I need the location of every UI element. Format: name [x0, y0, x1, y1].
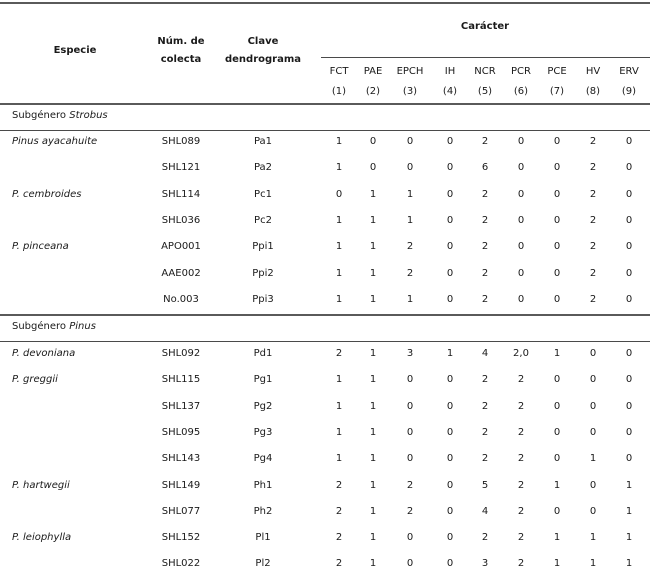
pinus-rule — [0, 341, 650, 342]
char-value-pcr: 0 — [517, 294, 525, 305]
char-value-pcr: 2 — [517, 401, 525, 412]
char-number: (8) — [585, 86, 601, 97]
header-char-pcr — [511, 62, 531, 102]
char-abbr: PCR — [511, 66, 531, 77]
char-value-pcr: 0 — [517, 241, 525, 252]
char-value-hv: 2 — [589, 162, 597, 173]
char-value-epch: 1 — [406, 294, 414, 305]
char-value-pce: 1 — [553, 532, 561, 543]
dendrogram-key: Ppi1 — [252, 241, 274, 252]
char-value-epch: 0 — [406, 427, 414, 438]
dendrogram-key: Pd1 — [253, 348, 273, 359]
char-value-pce: 0 — [553, 506, 561, 517]
char-value-pce: 0 — [553, 162, 561, 173]
char-value-hv: 0 — [589, 480, 597, 491]
char-value-fct: 1 — [335, 294, 343, 305]
char-value-ncr: 2 — [481, 427, 489, 438]
char-value-pae: 1 — [369, 532, 377, 543]
dendrogram-key: Ph1 — [253, 480, 273, 491]
char-abbr: EPCH — [396, 66, 424, 77]
char-number: (2) — [365, 86, 381, 97]
char-value-pcr: 2,0 — [513, 348, 529, 359]
char-abbr: HV — [585, 66, 601, 77]
strobus-rule — [0, 130, 650, 131]
char-value-pce: 0 — [553, 241, 561, 252]
char-value-erv: 0 — [625, 241, 633, 252]
char-value-epch: 2 — [406, 268, 414, 279]
header-especie: Especie — [53, 45, 97, 56]
char-value-pcr: 2 — [517, 480, 525, 491]
char-value-ih: 0 — [446, 162, 454, 173]
char-value-hv: 1 — [589, 532, 597, 543]
char-value-hv: 0 — [589, 506, 597, 517]
char-value-hv: 0 — [589, 427, 597, 438]
collection-number: SHL036 — [161, 215, 201, 226]
char-value-pce: 0 — [553, 453, 561, 464]
header-bottom-rule — [0, 103, 650, 105]
collection-number: SHL095 — [161, 427, 201, 438]
header-char-fct — [330, 62, 349, 102]
header-char-pae — [364, 62, 383, 102]
char-value-ih: 0 — [446, 480, 454, 491]
dendrogram-key: Pc2 — [254, 215, 272, 226]
char-value-pae: 1 — [369, 427, 377, 438]
char-value-hv: 1 — [589, 453, 597, 464]
char-value-pce: 0 — [553, 136, 561, 147]
char-value-erv: 0 — [625, 162, 633, 173]
collection-number: SHL077 — [161, 506, 201, 517]
char-value-hv: 2 — [589, 215, 597, 226]
char-value-pae: 1 — [369, 348, 377, 359]
collection-number: AAE002 — [161, 268, 201, 279]
char-value-pcr: 2 — [517, 453, 525, 464]
char-value-ih: 0 — [446, 558, 454, 569]
char-value-epch: 1 — [406, 215, 414, 226]
char-number: (3) — [402, 86, 418, 97]
char-value-erv: 0 — [625, 401, 633, 412]
char-value-pae: 1 — [369, 215, 377, 226]
char-value-pce: 0 — [553, 215, 561, 226]
char-value-fct: 1 — [335, 401, 343, 412]
char-value-erv: 0 — [625, 294, 633, 305]
char-value-ncr: 2 — [481, 136, 489, 147]
subgenus-name: Pinus — [69, 321, 96, 332]
header-num-colecta-line1: Núm. de — [157, 36, 205, 47]
char-value-pae: 0 — [369, 136, 377, 147]
char-value-pcr: 2 — [517, 506, 525, 517]
char-value-hv: 0 — [589, 401, 597, 412]
collection-number: SHL149 — [161, 480, 201, 491]
header-clave-line1: Clave — [247, 36, 279, 47]
caracter-underline — [321, 57, 650, 58]
char-abbr: FCT — [329, 66, 349, 77]
char-value-erv: 1 — [625, 532, 633, 543]
dendrogram-key: Pg4 — [253, 453, 273, 464]
char-value-ncr: 2 — [481, 189, 489, 200]
char-value-epch: 0 — [406, 136, 414, 147]
char-value-erv: 0 — [625, 215, 633, 226]
char-number: (6) — [513, 86, 529, 97]
header-char-ncr — [474, 62, 495, 102]
dendrogram-key: Pg2 — [253, 401, 273, 412]
header-char-erv — [619, 62, 639, 102]
char-value-hv: 1 — [589, 558, 597, 569]
header-clave-dendrograma — [225, 33, 301, 69]
char-value-hv: 0 — [589, 374, 597, 385]
collection-number: SHL022 — [161, 558, 201, 569]
char-value-pae: 1 — [369, 506, 377, 517]
section-divider-rule — [0, 314, 650, 316]
char-value-pae: 1 — [369, 453, 377, 464]
char-value-ih: 0 — [446, 215, 454, 226]
char-value-fct: 1 — [335, 162, 343, 173]
char-abbr: ERV — [619, 66, 639, 77]
char-value-ncr: 2 — [481, 294, 489, 305]
char-value-ncr: 3 — [481, 558, 489, 569]
char-value-pae: 1 — [369, 241, 377, 252]
char-number: (4) — [442, 86, 458, 97]
char-value-pce: 0 — [553, 427, 561, 438]
char-value-erv: 0 — [625, 427, 633, 438]
char-value-pae: 1 — [369, 374, 377, 385]
char-value-erv: 1 — [625, 506, 633, 517]
char-value-ncr: 2 — [481, 401, 489, 412]
collection-number: SHL137 — [161, 401, 201, 412]
char-number: (7) — [549, 86, 565, 97]
char-value-hv: 0 — [589, 348, 597, 359]
char-value-ncr: 2 — [481, 374, 489, 385]
char-value-fct: 1 — [335, 241, 343, 252]
char-value-pce: 1 — [553, 348, 561, 359]
char-number: (5) — [477, 86, 493, 97]
char-value-pae: 0 — [369, 162, 377, 173]
char-value-hv: 2 — [589, 189, 597, 200]
char-value-hv: 2 — [589, 268, 597, 279]
subgenus-prefix: Subgénero — [12, 321, 70, 332]
char-value-erv: 0 — [625, 374, 633, 385]
species-name: P. devoniana — [12, 348, 76, 359]
char-value-pcr: 2 — [517, 532, 525, 543]
char-value-pae: 1 — [369, 189, 377, 200]
collection-number: APO001 — [161, 241, 201, 252]
char-value-erv: 0 — [625, 453, 633, 464]
char-value-ih: 0 — [446, 294, 454, 305]
species-name: P. greggii — [12, 374, 58, 385]
char-value-pae: 1 — [369, 480, 377, 491]
header-clave-line2: dendrograma — [224, 54, 302, 65]
species-name: P. pinceana — [12, 241, 69, 252]
char-value-epch: 2 — [406, 241, 414, 252]
species-name: P. leiophylla — [12, 532, 72, 543]
char-value-ih: 0 — [446, 136, 454, 147]
collection-number: SHL092 — [161, 348, 201, 359]
dendrogram-key: Ph2 — [253, 506, 273, 517]
char-value-pcr: 2 — [517, 427, 525, 438]
char-value-epch: 3 — [406, 348, 414, 359]
char-value-fct: 1 — [335, 453, 343, 464]
char-value-fct: 1 — [335, 427, 343, 438]
char-value-ncr: 2 — [481, 215, 489, 226]
char-value-erv: 1 — [625, 558, 633, 569]
subgenus-name: Strobus — [69, 110, 108, 121]
char-value-ncr: 2 — [481, 268, 489, 279]
char-value-pce: 0 — [553, 374, 561, 385]
char-value-hv: 2 — [589, 136, 597, 147]
char-value-pae: 1 — [369, 558, 377, 569]
collection-number: SHL089 — [161, 136, 201, 147]
char-value-fct: 2 — [335, 506, 343, 517]
char-value-pae: 1 — [369, 401, 377, 412]
dendrogram-key: Ppi2 — [252, 268, 274, 279]
char-value-pcr: 2 — [517, 558, 525, 569]
char-value-fct: 1 — [335, 374, 343, 385]
char-value-ncr: 2 — [481, 532, 489, 543]
char-value-pce: 0 — [553, 294, 561, 305]
char-value-ncr: 2 — [481, 453, 489, 464]
table-top-rule — [0, 2, 650, 4]
char-value-epch: 0 — [406, 162, 414, 173]
char-number: (1) — [331, 86, 347, 97]
char-value-epch: 0 — [406, 401, 414, 412]
char-value-erv: 0 — [625, 268, 633, 279]
char-abbr: IH — [444, 66, 456, 77]
collection-number: SHL115 — [161, 374, 201, 385]
char-value-pce: 1 — [553, 480, 561, 491]
char-value-ncr: 5 — [481, 480, 489, 491]
dendrogram-key: Pa2 — [253, 162, 273, 173]
subgenus-prefix: Subgénero — [12, 110, 70, 121]
char-value-epch: 0 — [406, 374, 414, 385]
char-value-ih: 0 — [446, 268, 454, 279]
subgenus-label-pinus — [12, 320, 96, 333]
char-value-fct: 2 — [335, 532, 343, 543]
header-caracter: Carácter — [460, 21, 510, 32]
header-char-hv — [586, 62, 600, 102]
char-value-epch: 0 — [406, 558, 414, 569]
char-value-pcr: 0 — [517, 162, 525, 173]
char-abbr: PCE — [547, 66, 567, 77]
char-value-pce: 0 — [553, 189, 561, 200]
char-value-fct: 1 — [335, 215, 343, 226]
dendrogram-key: Pg1 — [253, 374, 273, 385]
species-name: P. hartwegii — [12, 480, 70, 491]
char-value-erv: 0 — [625, 189, 633, 200]
header-char-ih — [443, 62, 457, 102]
char-value-pce: 0 — [553, 401, 561, 412]
collection-number: SHL152 — [161, 532, 201, 543]
char-value-pae: 1 — [369, 268, 377, 279]
dendrogram-key: Pl2 — [255, 558, 271, 569]
char-value-pcr: 2 — [517, 374, 525, 385]
collection-number: SHL121 — [161, 162, 201, 173]
char-value-pae: 1 — [369, 294, 377, 305]
char-abbr: NCR — [474, 66, 496, 77]
char-value-fct: 1 — [335, 136, 343, 147]
char-value-fct: 0 — [335, 189, 343, 200]
char-value-epch: 0 — [406, 453, 414, 464]
header-char-pce — [547, 62, 566, 102]
char-value-ih: 1 — [446, 348, 454, 359]
header-num-colecta — [157, 33, 204, 69]
char-value-ih: 0 — [446, 401, 454, 412]
char-value-erv: 0 — [625, 348, 633, 359]
char-value-ncr: 6 — [481, 162, 489, 173]
dendrogram-key: Pc1 — [254, 189, 272, 200]
subgenus-label-strobus — [12, 109, 108, 122]
char-value-pce: 1 — [553, 558, 561, 569]
char-value-ih: 0 — [446, 241, 454, 252]
char-value-fct: 2 — [335, 348, 343, 359]
collection-number: SHL114 — [161, 189, 201, 200]
char-value-hv: 2 — [589, 241, 597, 252]
char-number: (9) — [621, 86, 637, 97]
char-value-epch: 1 — [406, 189, 414, 200]
char-value-pcr: 0 — [517, 215, 525, 226]
char-value-pce: 0 — [553, 268, 561, 279]
dendrogram-key: Pg3 — [253, 427, 273, 438]
header-num-colecta-line2: colecta — [160, 54, 202, 65]
char-value-ih: 0 — [446, 374, 454, 385]
char-value-fct: 2 — [335, 480, 343, 491]
char-value-ih: 0 — [446, 189, 454, 200]
char-value-hv: 2 — [589, 294, 597, 305]
char-value-epch: 2 — [406, 506, 414, 517]
char-value-ih: 0 — [446, 532, 454, 543]
dendrogram-key: Pa1 — [253, 136, 273, 147]
char-value-fct: 1 — [335, 268, 343, 279]
char-value-ih: 0 — [446, 427, 454, 438]
species-name: P. cembroides — [12, 189, 82, 200]
char-value-ncr: 4 — [481, 348, 489, 359]
char-value-fct: 2 — [335, 558, 343, 569]
char-value-ncr: 2 — [481, 241, 489, 252]
dendrogram-key: Pl1 — [255, 532, 271, 543]
dendrogram-key: Ppi3 — [252, 294, 274, 305]
char-value-erv: 0 — [625, 136, 633, 147]
char-value-ih: 0 — [446, 506, 454, 517]
char-value-ih: 0 — [446, 453, 454, 464]
char-abbr: PAE — [363, 66, 383, 77]
collection-number: SHL143 — [161, 453, 201, 464]
char-value-epch: 0 — [406, 532, 414, 543]
char-value-erv: 1 — [625, 480, 633, 491]
species-name: Pinus ayacahuite — [12, 136, 98, 147]
collection-number: No.003 — [163, 294, 199, 305]
char-value-pcr: 0 — [517, 268, 525, 279]
char-value-ncr: 4 — [481, 506, 489, 517]
header-char-epch — [397, 62, 424, 102]
char-value-pcr: 0 — [517, 189, 525, 200]
char-value-epch: 2 — [406, 480, 414, 491]
char-value-pcr: 0 — [517, 136, 525, 147]
